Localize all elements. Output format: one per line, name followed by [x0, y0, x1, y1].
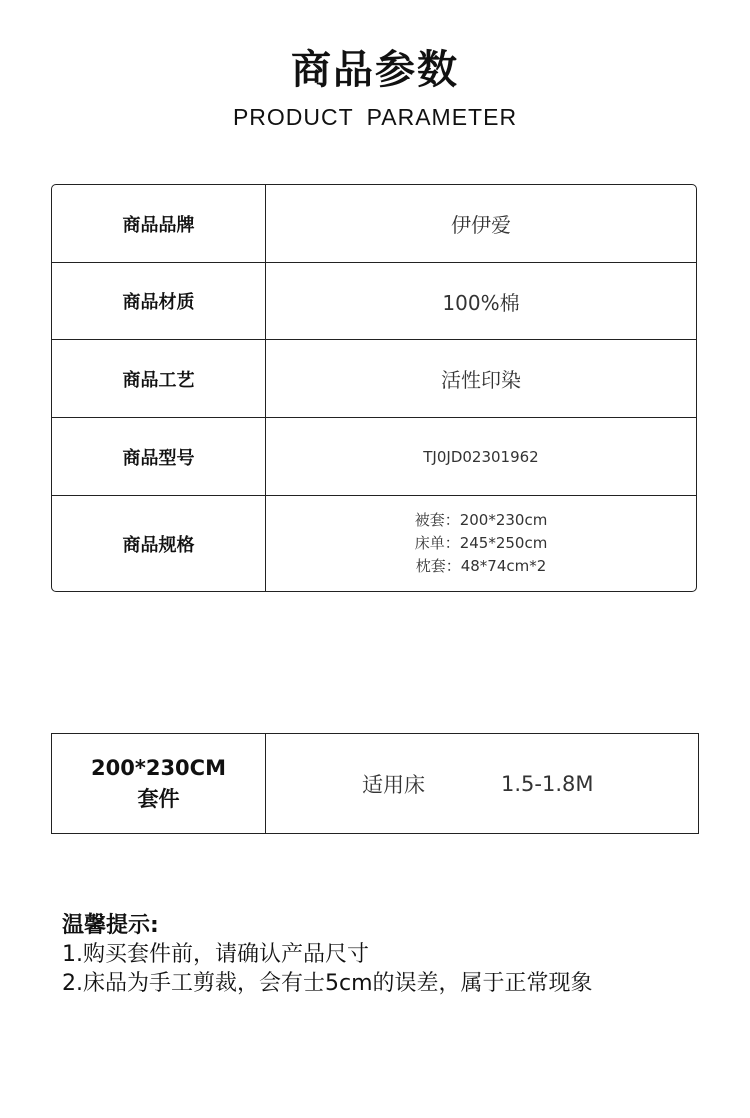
bed-label: 适用床	[362, 772, 425, 797]
spec-line-sheet: 床单：245*250cm	[414, 534, 548, 552]
bed-value: 1.5-1.8M	[501, 771, 594, 796]
table-row-model	[52, 418, 696, 496]
size-set: 套件	[137, 786, 180, 811]
table-row-spec	[52, 496, 696, 591]
spec-lines	[415, 509, 548, 578]
spec-line-duvet: 被套：200*230cm	[414, 511, 548, 529]
size-dimension: 200*230CM	[91, 755, 226, 780]
spec-label: 商品规格	[52, 496, 266, 591]
brand-label: 商品品牌	[52, 185, 266, 262]
size-value	[266, 734, 698, 833]
table-row-craft	[52, 340, 696, 418]
craft-value: 活性印染	[441, 368, 521, 392]
size-label	[52, 734, 266, 833]
tip-item-2: 2.床品为手工剪裁，会有士5cm的误差，属于正常现象	[62, 971, 593, 996]
spec-value	[266, 496, 696, 591]
tips-title: 温馨提示:	[62, 913, 159, 938]
table-row-material	[52, 263, 696, 340]
table-row-brand	[52, 185, 696, 263]
material-value: 100%棉	[442, 290, 520, 315]
material-label: 商品材质	[52, 263, 266, 339]
tips-section	[62, 911, 593, 998]
page-title: 商品参数	[291, 47, 459, 93]
model-label: 商品型号	[52, 418, 266, 495]
model-value: TJ0JD02301962	[423, 447, 539, 466]
spec-line-pillowcase: 枕套：48*74cm*2	[415, 557, 547, 575]
size-table	[51, 733, 699, 834]
craft-label: 商品工艺	[52, 340, 266, 417]
brand-value: 伊伊爱	[451, 213, 511, 237]
page-subtitle: PRODUCT PARAMETER	[232, 104, 518, 130]
parameter-table	[51, 184, 697, 592]
tip-item-1: 1.购买套件前，请确认产品尺寸	[62, 942, 369, 967]
